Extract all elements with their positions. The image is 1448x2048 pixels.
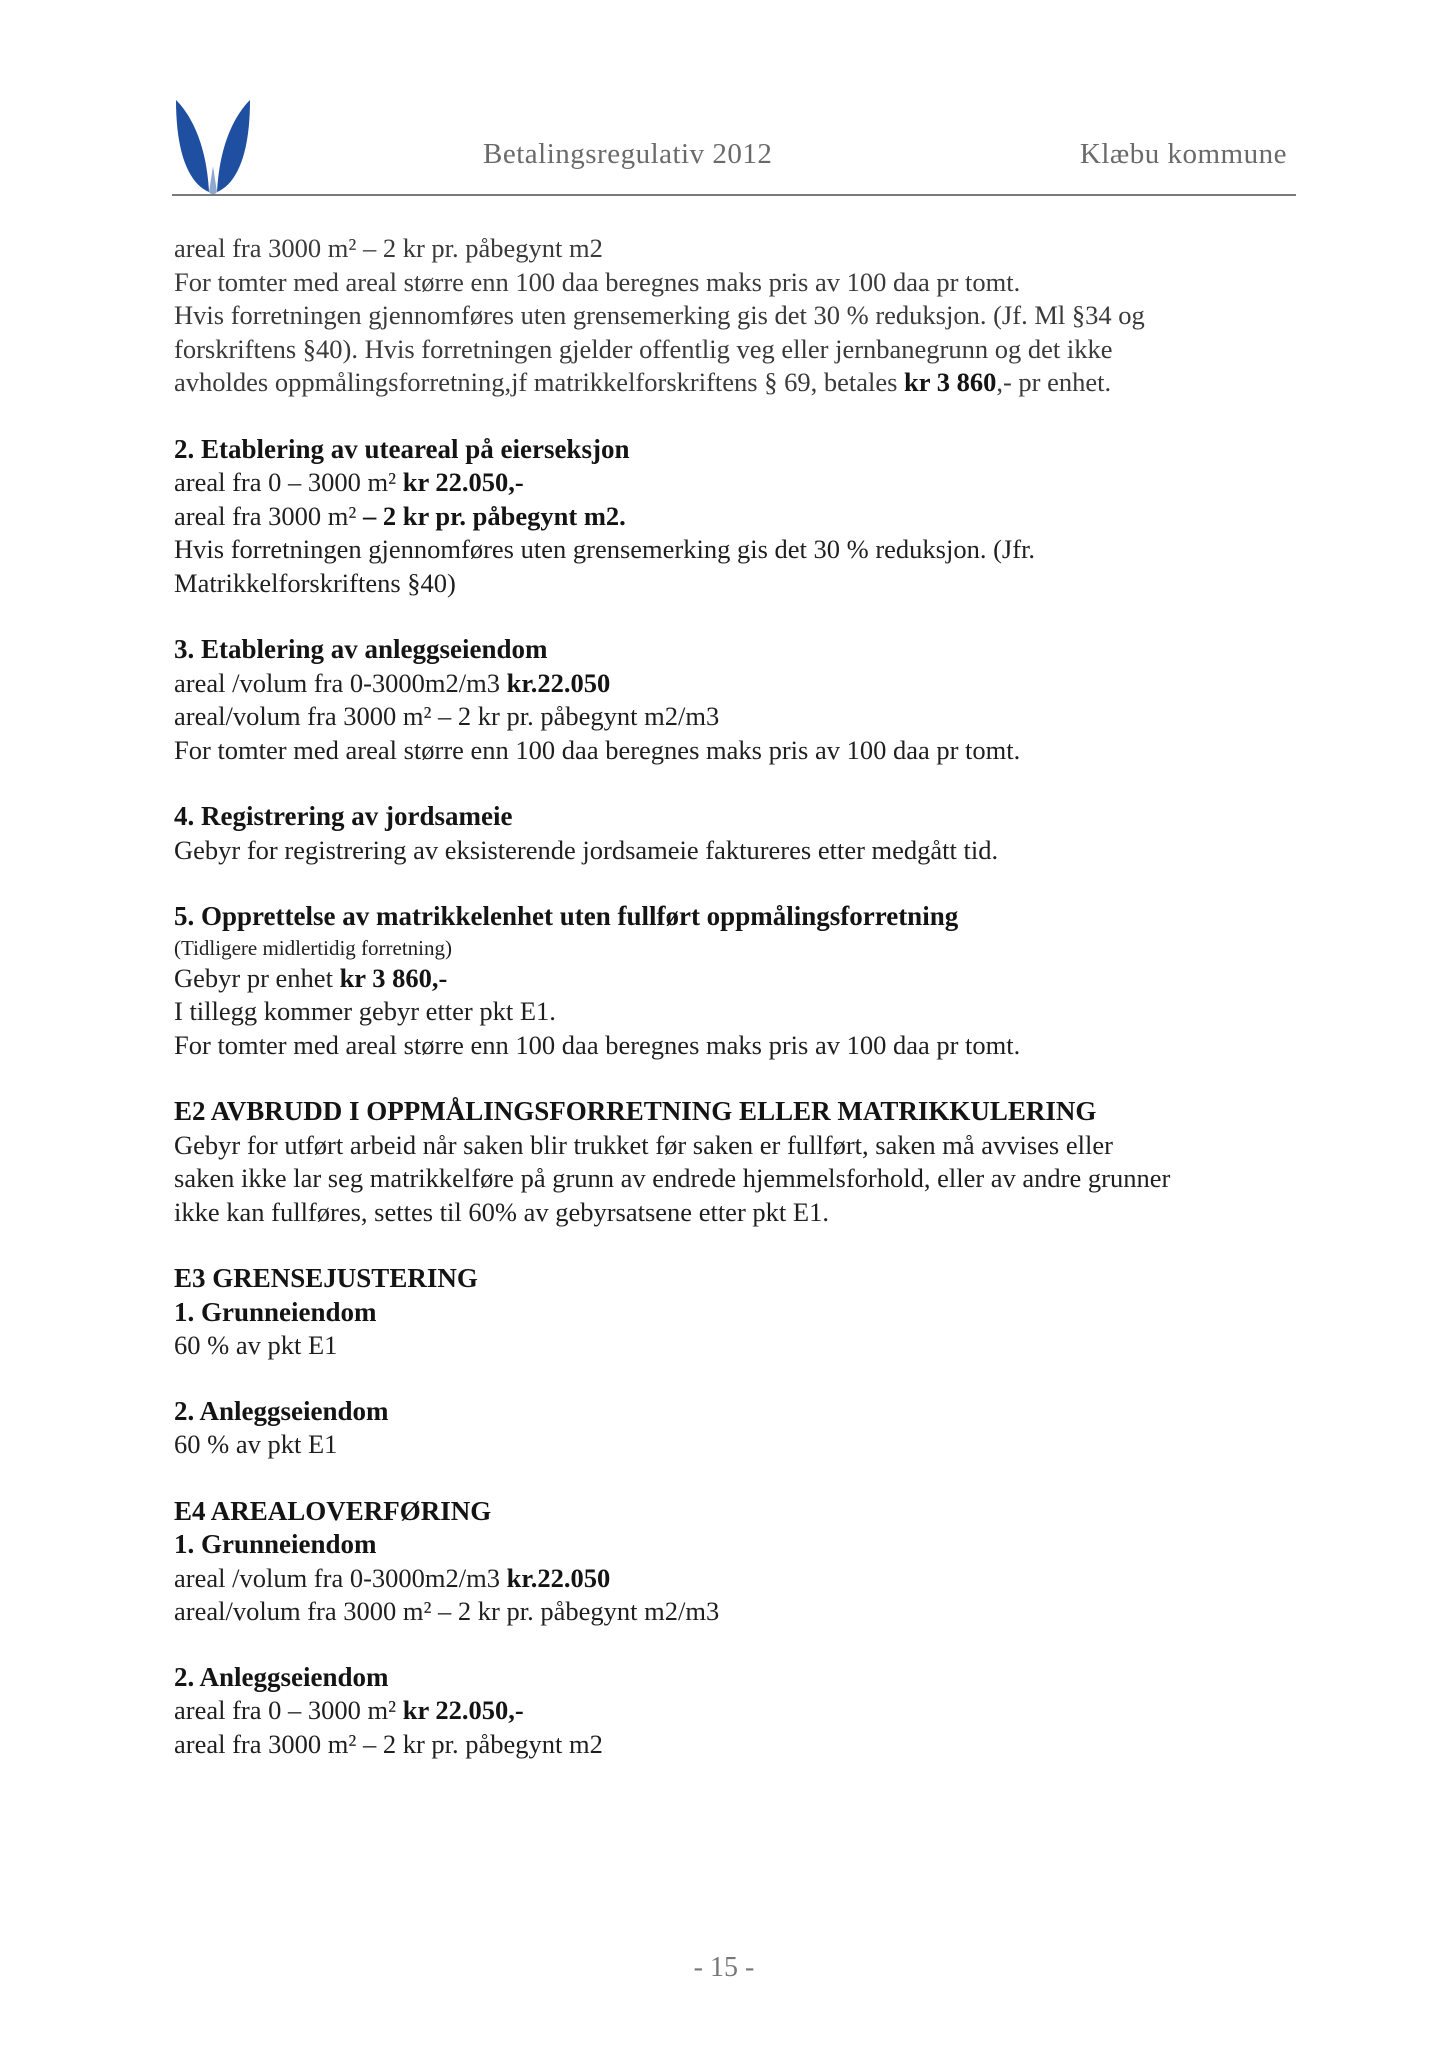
intro-line: For tomter med areal større enn 100 daa beregnes maks pris av 100 daa pr tomt.	[174, 266, 1021, 297]
body-line: areal fra 0 – 3000 m² kr 22.050,-	[174, 467, 524, 497]
fee-amount: – 2 kr pr. påbegynt m2.	[362, 500, 626, 531]
body-line: 60 % av pkt E1	[174, 1330, 338, 1360]
body-line: areal fra 3000 m² – 2 kr pr. påbegynt m2.	[174, 500, 626, 531]
body-line: saken ikke lar seg matrikkelføre på grunn av endrede hjemmelsforhold, eller av andre grunner	[174, 1163, 1171, 1193]
section-heading: 5. Opprettelse av matrikkelenhet uten fullført oppmålingsforretning	[174, 901, 959, 931]
subsection-heading: 2. Anleggseiendom	[174, 1661, 389, 1692]
body-line: Gebyr pr enhet kr 3 860,-	[174, 962, 448, 993]
body-line: For tomter med areal større enn 100 daa beregnes maks pris av 100 daa pr tomt.	[174, 734, 1021, 765]
fee-amount: kr 22.050,-	[402, 467, 524, 497]
subsection-heading: 1. Grunneiendom	[174, 1296, 377, 1327]
body-line: areal/volum fra 3000 m² – 2 kr pr. påbegynt m2/m3	[174, 1596, 720, 1626]
fee-amount: kr.22.050	[506, 667, 611, 698]
body-line: Gebyr for utført arbeid når saken blir trukket før saken er fullført, saken må avvises eller	[174, 1129, 1113, 1160]
fee-amount: kr 22.050,-	[402, 1695, 524, 1725]
fee-amount: kr 3 860,-	[339, 962, 448, 993]
intro-line: Hvis forretningen gjennomføres uten grensemerking gis det 30 % reduksjon. (Jf. Ml §34 og	[174, 300, 1145, 330]
chapter-heading: E3 GRENSEJUSTERING	[174, 1263, 478, 1293]
intro-line: forskriftens §40). Hvis forretningen gjelder offentlig veg eller jernbanegrunn og det ikke	[174, 333, 1113, 364]
document-title: Betalingsregulativ 2012	[483, 138, 773, 170]
body-line: Hvis forretningen gjennomføres uten grensemerking gis det 30 % reduksjon. (Jfr.	[174, 534, 1036, 564]
subsection-heading: 1. Grunneiendom	[174, 1529, 377, 1559]
body-line: For tomter med areal større enn 100 daa beregnes maks pris av 100 daa pr tomt.	[174, 1029, 1021, 1060]
page-number: - 15 -	[693, 1952, 755, 1983]
intro-line: avholdes oppmålingsforretning,jf matrikkelforskriftens § 69, betales kr 3 860,- pr enhet.	[174, 367, 1112, 397]
body-line: Matrikkelforskriftens §40)	[174, 567, 456, 598]
body-line: Gebyr for registrering av eksisterende jordsameie faktureres etter medgått tid.	[174, 834, 999, 865]
body-line: areal /volum fra 0-3000m2/m3 kr.22.050	[174, 1562, 611, 1593]
page-header	[172, 96, 1296, 200]
fee-amount: kr 3 860	[904, 367, 997, 397]
section-heading: 4. Registrering av jordsameie	[174, 801, 513, 831]
municipality-name: Klæbu kommune	[1079, 138, 1287, 170]
body-line: I tillegg kommer gebyr etter pkt E1.	[174, 996, 556, 1026]
body-line: 60 % av pkt E1	[174, 1429, 338, 1459]
section-heading: 3. Etablering av anleggseiendom	[174, 634, 548, 664]
body-line: areal/volum fra 3000 m² – 2 kr pr. påbegynt m2/m3	[174, 701, 720, 731]
header-divider	[172, 194, 1296, 196]
body-line: areal /volum fra 0-3000m2/m3 kr.22.050	[174, 667, 611, 698]
klaebu-coat-of-arms-icon	[172, 96, 254, 196]
section-heading: 2. Etablering av uteareal på eierseksjon	[174, 433, 630, 464]
subsection-heading: 2. Anleggseiendom	[174, 1395, 389, 1426]
chapter-heading: E4 AREALOVERFØRING	[174, 1495, 492, 1526]
section-note: (Tidligere midlertidig forretning)	[174, 935, 453, 960]
fee-amount: kr.22.050	[506, 1562, 611, 1593]
chapter-heading: E2 AVBRUDD I OPPMÅLINGSFORRETNING ELLER MATRIKKULERING	[174, 1096, 1097, 1126]
intro-line: areal fra 3000 m² – 2 kr pr. påbegynt m2	[174, 233, 603, 263]
body-line: ikke kan fullføres, settes til 60% av gebyrsatsene etter pkt E1.	[174, 1196, 829, 1227]
body-line: areal fra 0 – 3000 m² kr 22.050,-	[174, 1695, 524, 1725]
document-body	[174, 232, 1294, 1761]
body-line: areal fra 3000 m² – 2 kr pr. påbegynt m2	[174, 1728, 603, 1759]
